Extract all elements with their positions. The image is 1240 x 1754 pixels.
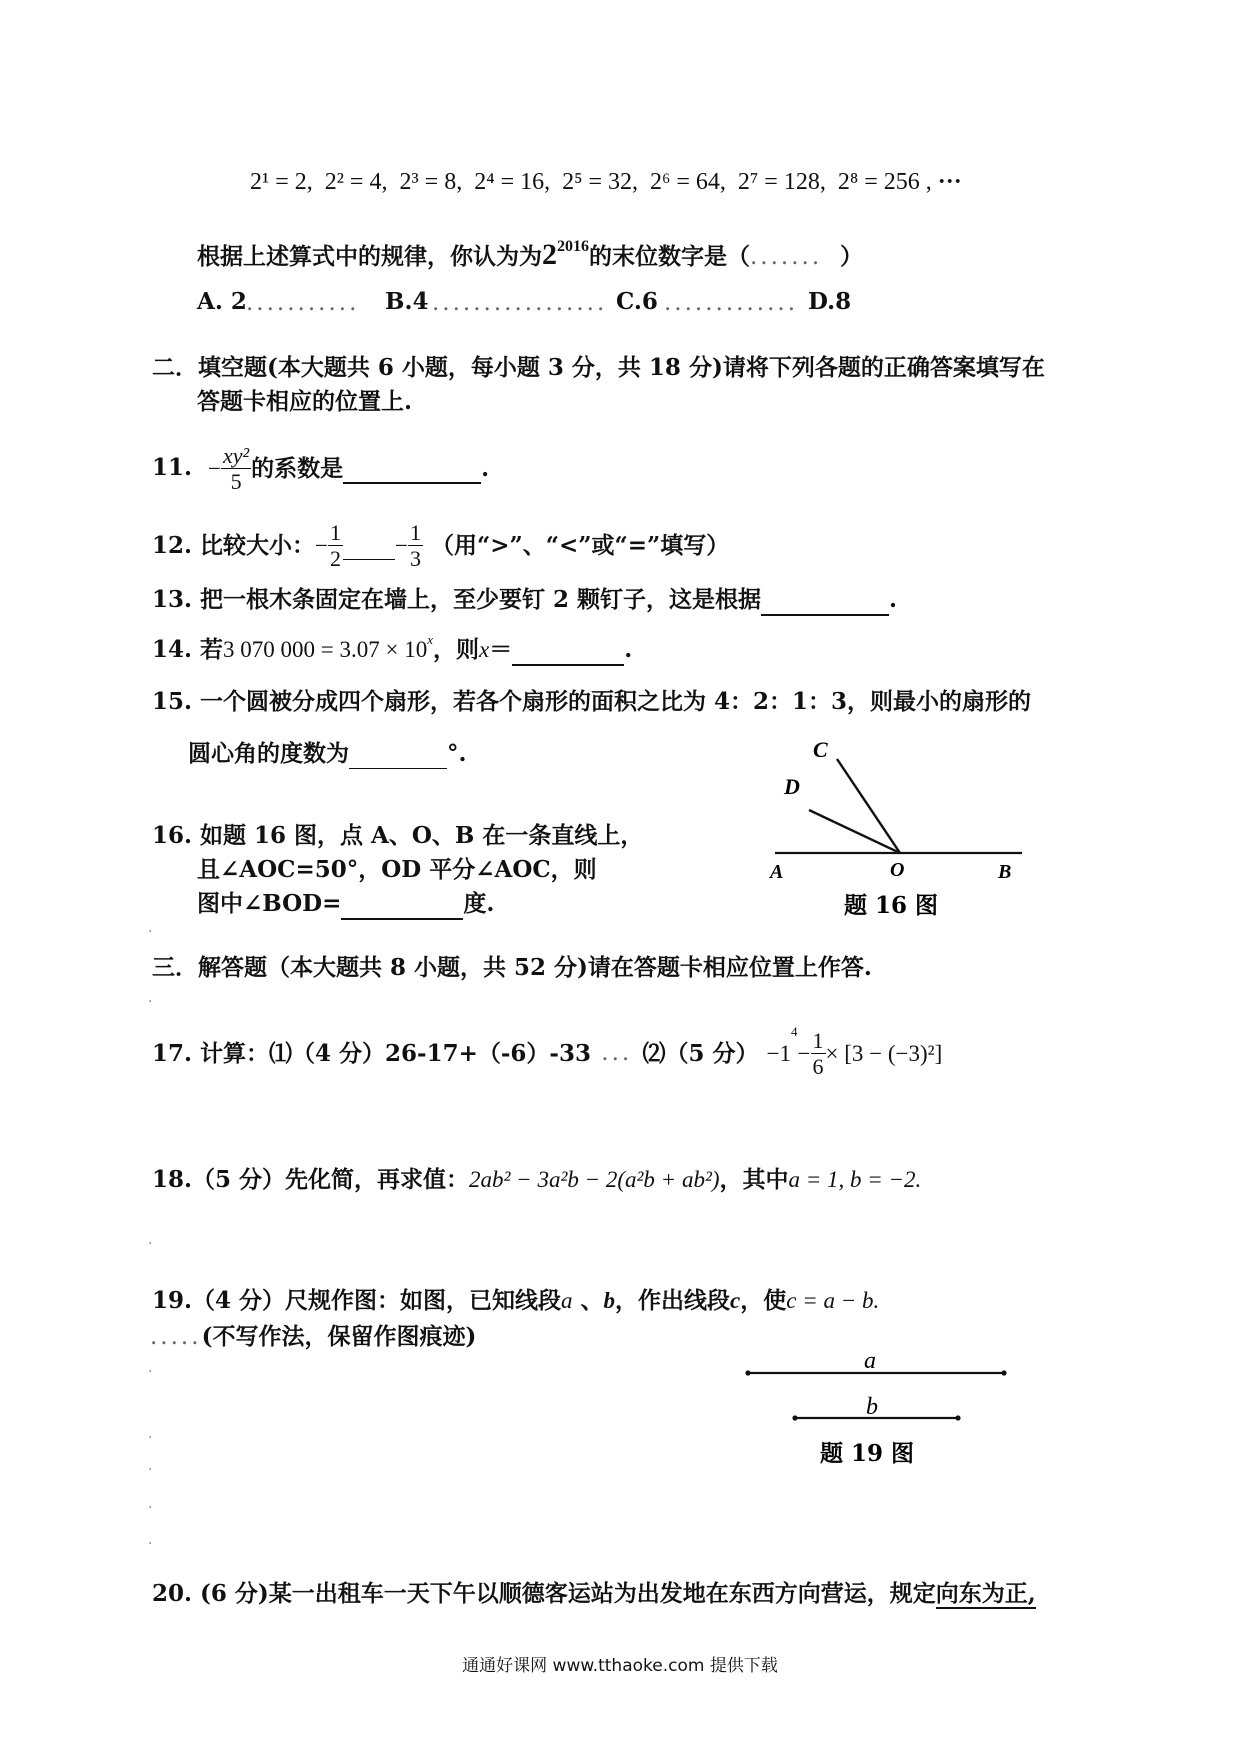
q16-caption: 题 16 图 — [844, 892, 939, 919]
q16-label-a: A — [770, 861, 784, 883]
q20-underlined: 向东为正, — [935, 1580, 1036, 1607]
q12-label: 比较大小： — [200, 532, 316, 559]
stray-mark: . — [148, 1232, 153, 1248]
q19-segment-a-end — [1001, 1370, 1006, 1375]
q19-segment-b-start — [792, 1415, 797, 1420]
q17: 17. 计算：⑴（4 分）26-17+（-6）-33 ... ⑵（5 分） $-1^4-$ $\frac{1}{6}$ × [3 − (−3)²] — [152, 1024, 943, 1080]
stray-mark: . — [148, 1426, 153, 1442]
q12-den-2: 3 — [410, 546, 421, 572]
q18-prefix: 18.（5 分）先化简，再求值： — [152, 1166, 470, 1193]
q11-text: 的系数是 — [251, 455, 344, 482]
stray-mark: . — [148, 1496, 153, 1512]
q17-pre: −1 — [766, 1041, 792, 1066]
q14-then: ，则 — [433, 636, 480, 663]
q10-ellipsis: ··· — [937, 169, 962, 195]
q12-sign-2: − — [395, 533, 408, 558]
q11-end: . — [481, 455, 490, 482]
q19-var-b: b — [603, 1288, 616, 1313]
section-3-heading: 三．解答题（本大题共 8 小题，共 52 分)请在答题卡相应位置上作答. — [152, 954, 872, 981]
q16-line-1: 16. 如题 16 图，点 A、O、B 在一条直线上， — [152, 822, 644, 849]
q11-answer-blank[interactable] — [343, 454, 481, 484]
q14-end: . — [624, 636, 633, 663]
q17-frac-num: 1 — [812, 1028, 824, 1053]
q10-power-8: 2⁸ = 256 , — [837, 169, 932, 195]
q10-stem-b: 的末位数字是（ — [589, 243, 750, 270]
q12-hint: （用“>”、“<”或“=”填写） — [431, 532, 730, 559]
q19-so: ，使 — [740, 1287, 787, 1314]
q10-powers-line — [250, 168, 962, 197]
q10-power-7: 2⁷ = 128, — [737, 169, 826, 195]
q14 — [152, 632, 633, 666]
q12-den-1: 2 — [330, 546, 342, 572]
q12-sign-1: − — [315, 533, 329, 558]
q11 — [152, 443, 489, 495]
q19-segment-a-start — [745, 1370, 750, 1375]
q19-mid: ，作出线段 — [615, 1287, 731, 1314]
q19-line-1 — [152, 1287, 879, 1315]
q14-answer-blank[interactable] — [512, 636, 624, 666]
q10-power-3: 2³ = 8, — [399, 169, 463, 195]
q16-line-2: 且∠AOC=50°，OD 平分∠AOC，则 — [197, 856, 597, 883]
q11-number: 11. — [152, 453, 193, 481]
q10-power-2: 2² = 4, — [324, 169, 388, 195]
q10-exp: 2016 — [557, 238, 589, 255]
q18-condition: a = 1, b = −2. — [788, 1167, 922, 1192]
q20 — [152, 1580, 1036, 1608]
page-footer: 通通好课网 www.tthaoke.com 提供下载 — [462, 1656, 778, 1676]
q16-answer-blank[interactable] — [341, 890, 463, 920]
q10-stem-c: ） — [840, 243, 863, 270]
stray-mark: . — [148, 1360, 153, 1376]
q17-minus: − — [797, 1041, 811, 1066]
stray-mark: . — [148, 1532, 153, 1548]
q16-label-d: D — [784, 774, 800, 799]
q10-power-4: 2⁴ = 16, — [474, 169, 551, 195]
q10-option-b: B.4 — [385, 288, 429, 315]
q10-option-c: C.6 — [616, 288, 658, 315]
q14-expression: 3 070 000 = 3.07 × 10 — [223, 637, 428, 662]
q18 — [152, 1166, 921, 1194]
q14-equals: ＝ — [489, 636, 513, 663]
q10-stem: 根据上述算式中的规律，你认为为$2^{2016}$的末位数字是（....... ） — [197, 238, 863, 271]
q16-figure — [760, 730, 1040, 920]
q10-option-d: D.8 — [808, 288, 852, 315]
section-2-heading: 二．填空题(本大题共 6 小题，每小题 3 分，共 18 分)请将下列各题的正确答案填写在 — [152, 354, 1045, 381]
q15-line-2-text: 圆心角的度数为 — [188, 740, 349, 767]
q10-power-6: 2⁶ = 64, — [650, 169, 726, 195]
q19-var-c: c — [730, 1288, 741, 1313]
q12-number: 12. — [152, 532, 193, 559]
q16-line-3a: 图中∠BOD= — [197, 890, 342, 917]
q12-num-1: 1 — [330, 520, 342, 545]
q18-expression: 2ab² − 3a²b − 2(a²b + ab²) — [469, 1167, 720, 1192]
q12-num-2: 1 — [410, 520, 421, 545]
q14-var: x — [479, 637, 490, 662]
q12 — [152, 520, 729, 572]
q19-caption: 题 19 图 — [820, 1440, 915, 1467]
q11-sign: − — [208, 456, 222, 481]
q14-prefix: 14. 若 — [152, 636, 224, 663]
q14-exponent: x — [427, 632, 434, 647]
q16-line-3b: 度. — [463, 890, 495, 917]
stray-mark: . — [148, 920, 153, 936]
stray-mark: . — [148, 1458, 153, 1474]
q19-prefix: 19.（4 分）尺规作图：如图，已知线段 — [152, 1287, 562, 1314]
q16-label-c: C — [813, 737, 828, 762]
q17-frac-den: 6 — [812, 1054, 824, 1080]
q19-var-a: a — [561, 1288, 573, 1313]
q13 — [152, 586, 897, 616]
q12-answer-blank[interactable] — [343, 532, 395, 561]
q19-expression: c = a − b. — [786, 1288, 880, 1313]
q10-dots-2: ................. — [432, 290, 608, 316]
q10-power-5: 2⁵ = 32, — [562, 169, 639, 195]
q10-dots-1: ........... — [246, 290, 360, 316]
q19-figure — [740, 1343, 1020, 1483]
q11-numerator: xy² — [223, 443, 250, 468]
q17-part-2: ⑵（5 分） — [642, 1040, 759, 1067]
q16-label-b: B — [998, 861, 1012, 883]
q17-pre-exp: 4 — [791, 1024, 798, 1039]
q17-part-1: 17. 计算：⑴（4 分）26-17+（-6）-33 — [152, 1040, 591, 1067]
q20-text: 20. (6 分)某一出租车一天下午以顺德客运站为出发地在东西方向营运，规定 — [152, 1580, 936, 1607]
q13-answer-blank[interactable] — [761, 586, 889, 616]
q15-unit: °. — [447, 740, 467, 767]
q15-line-1: 15. 一个圆被分成四个扇形，若各个扇形的面积之比为 4：2：1：3，则最小的扇形的 — [152, 688, 1032, 715]
q19-label-b: b — [866, 1394, 878, 1420]
q16-label-o: O — [890, 859, 905, 881]
q19-sep: 、 — [580, 1287, 604, 1314]
q18-where: ，其中 — [719, 1166, 789, 1193]
q19-note: (不写作法，保留作图痕迹) — [201, 1323, 477, 1350]
q17-rest: × [3 − (−3)²] — [825, 1041, 943, 1066]
q11-denominator: 5 — [230, 469, 242, 495]
q16-line-3 — [197, 890, 494, 920]
q10-dots-3: ............. — [664, 290, 799, 316]
q13-text: 13. 把一根木条固定在墙上，至少要钉 2 颗钉子，这是根据 — [152, 586, 762, 613]
section-2-heading-cont: 答题卡相应的位置上. — [197, 388, 413, 415]
q15-line-2 — [188, 740, 467, 769]
q10-stem-a: 根据上述算式中的规律，你认为为 — [197, 243, 542, 270]
q10-option-a: A. 2 — [197, 288, 247, 315]
q10-power-1: 2¹ = 2, — [250, 169, 313, 195]
q15-answer-blank[interactable] — [349, 740, 447, 769]
q19-label-a: a — [864, 1348, 876, 1374]
stray-mark: . — [148, 990, 153, 1006]
q19-line-2: .....(不写作法，保留作图痕迹) — [150, 1323, 477, 1350]
q19-segment-b-end — [955, 1415, 960, 1420]
q13-end: . — [889, 586, 898, 613]
q10-base: 2 — [542, 238, 557, 271]
